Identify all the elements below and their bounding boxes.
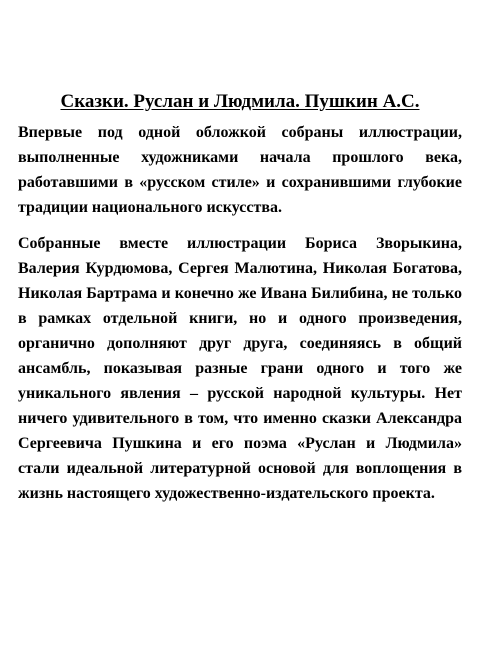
document-body (18, 120, 462, 506)
page-title: Сказки. Руслан и Людмила. Пушкин А.С. (60, 91, 420, 112)
paragraph-intro: Впервые под одной обложкой собраны иллюстрации, выполненные художниками начала прошлого века, работавшими в «русском стиле» и сохранившими глубокие традиции национального искусства. (18, 124, 462, 216)
paragraph-illustrators: Собранные вместе иллюстрации Бориса Зворыкина, Валерия Курдюмова, Сергея Малютина, Николая Богатова, Николая Бартрама и конечно же Ивана Билибина, не только в рамках отдельной книги, но и одного произведения, органично дополняют друг друга, соединяясь в общий ансамбль, показывая разные грани одного и того же уникального явления – русской народной культуры. Нет ничего удивительного в том, что именно сказки Александра Сергеевича Пушкина и его поэма «Руслан и Людмила» стали идеальной литературной основой для воплощения в жизнь настоящего художественно-издательского проекта. (18, 235, 462, 502)
